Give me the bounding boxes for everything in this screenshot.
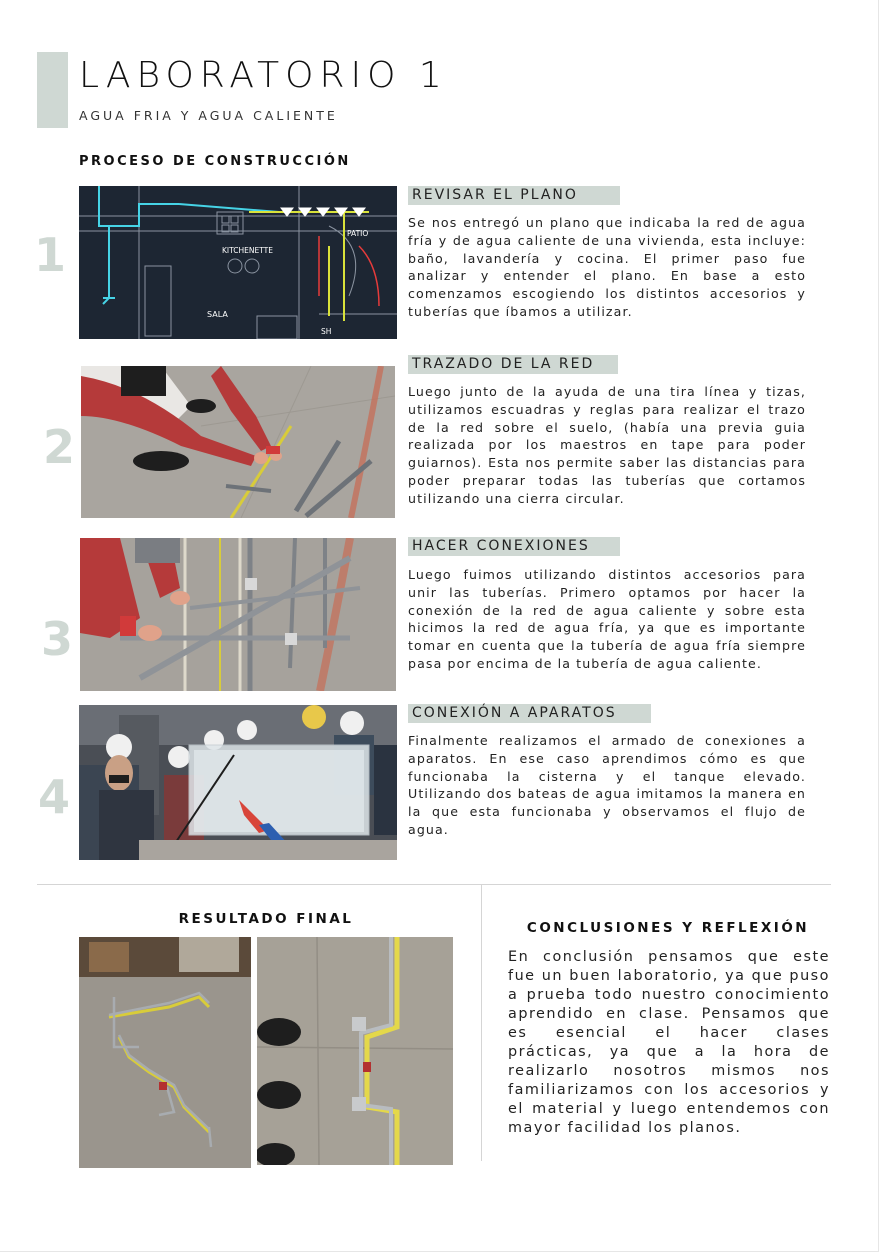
step-title-1: REVISAR EL PLANO: [408, 186, 620, 205]
step-number-1: 1: [33, 228, 66, 282]
connections-photo: [80, 538, 396, 691]
title-accent-bar: [37, 52, 68, 128]
blueprint-patio-label: PATIO: [347, 229, 369, 238]
blueprint-sh-label: SH: [321, 327, 332, 336]
step-number-2: 2: [42, 420, 75, 474]
result-photo-overview: [79, 937, 251, 1168]
step-text-2: Luego junto de la ayuda de una tira línea y tizas, utilizamos escuadras y reglas para realizar el trazo de la red sobre el suelo, (había una previa guia realizada por los maestros en tape para poder guiarnos). Esta nos permite saber las distancias para poder preparar todas las tuberías que cortamos utilizando una cierra circular.: [408, 384, 806, 506]
section-divider-horizontal: [37, 884, 831, 885]
step-number-3: 3: [40, 612, 73, 666]
step-title-4: CONEXIÓN A APARATOS: [408, 704, 651, 723]
result-photo-detail: [257, 937, 453, 1165]
step-text-1: Se nos entregó un plano que indicaba la red de agua fría y de agua caliente de una vivienda, esta incluye: baño, lavandería y cocina. El primer paso fue analizar y entender el plano. En base a esto comenzamos escogiendo los distintos accesorios y tuberías que íbamos a utilizar.: [408, 215, 806, 319]
conclusions-text: En conclusión pensamos que este fue un buen laboratorio, ya que puso a prueba todo nuestro conocimiento aprendido en clase. Pensamos que es esencial el hacer clases prácticas, ya que a la hora de realizarlo nosotros mismos nos familiarizamos con los accesorios y el material y luego entendemos con mayor facilidad los planos.: [508, 949, 830, 1136]
blueprint-kitchenette-label: KITCHENETTE: [222, 246, 274, 255]
step-text-4: Finalmente realizamos el armado de conexiones a aparatos. En ese caso aprendimos cómo es que funcionaba la cisterna y el tanque elevado. Utilizando dos bateas de agua imitamos la manera en la que esta funcionaba y observamos el flujo de agua.: [408, 733, 806, 837]
appliances-photo: [79, 705, 397, 860]
section-divider-vertical: [481, 885, 482, 1161]
step-text-3: Luego fuimos utilizando distintos accesorios para unir las tuberías. Primero optamos por hacer la conexión de la red de agua caliente y sobre esta hicimos la red de agua fría, ya que es importante tomar en cuenta que la tubería de agua fría siempre pasa por encima de la tubería de agua caliente.: [408, 567, 806, 671]
page-subtitle: AGUA FRIA Y AGUA CALIENTE: [79, 108, 338, 123]
process-heading: PROCESO DE CONSTRUCCIÓN: [79, 154, 351, 169]
page-title: LABORATORIO 1: [79, 55, 448, 96]
step-number-4: 4: [37, 770, 70, 824]
result-heading: RESULTADO FINAL: [178, 911, 354, 927]
conclusions-heading: CONCLUSIONES Y REFLEXIÓN: [526, 920, 810, 936]
layout-photo: [81, 366, 395, 518]
blueprint-photo: [79, 186, 397, 339]
step-title-2: TRAZADO DE LA RED: [408, 355, 618, 374]
blueprint-sala-label: SALA: [207, 310, 228, 319]
step-title-3: HACER CONEXIONES: [408, 537, 620, 556]
